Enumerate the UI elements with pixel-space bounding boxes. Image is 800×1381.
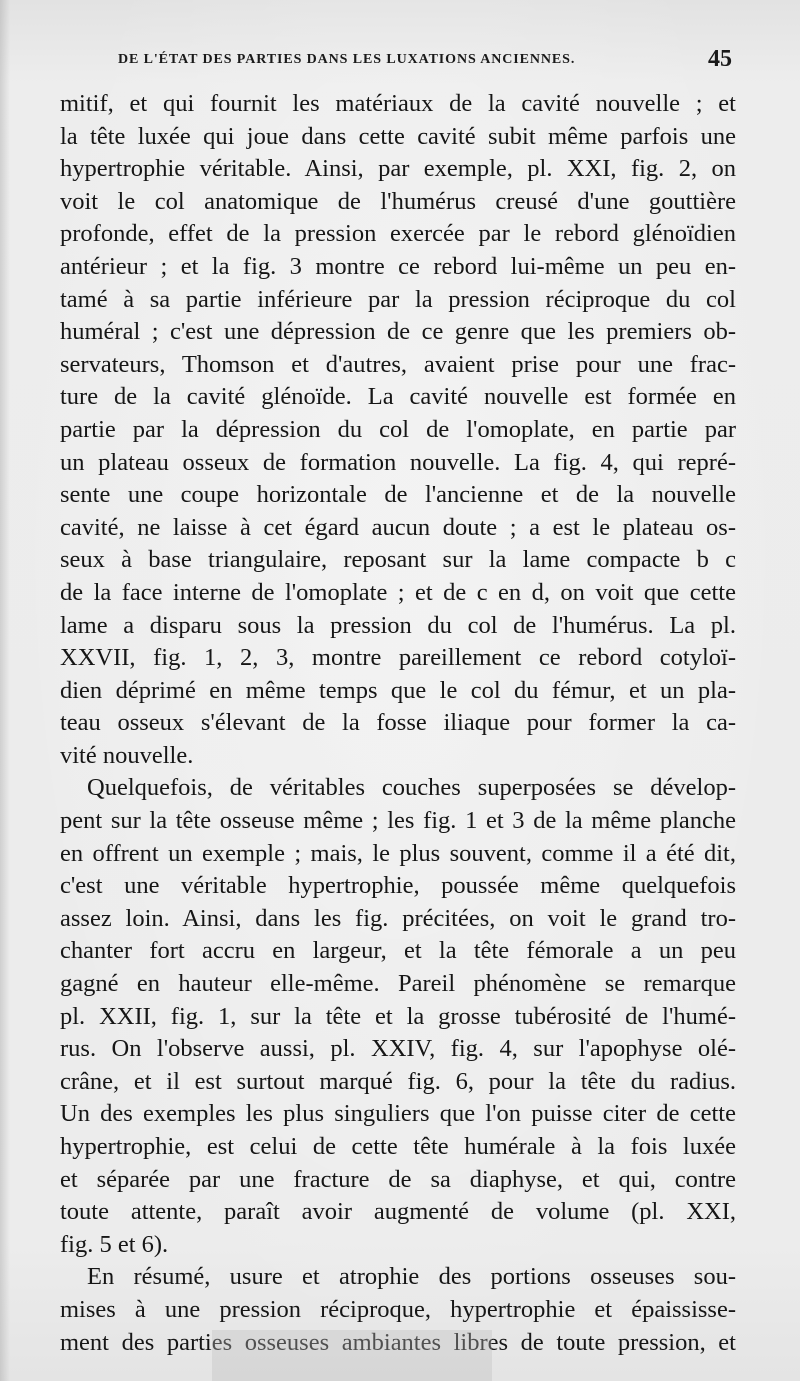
page-number: 45 [708,46,732,72]
text-line: antérieur ; et la fig. 3 montre ce rebord lui-même un peu en- [60,252,736,280]
text-line: la tête luxée qui joue dans cette cavité subit même parfois une [60,122,736,150]
text-line: et séparée par une fracture de sa diaphyse, et qui, contre [60,1165,736,1193]
paragraph-first-line: En résumé, usure et atrophie des portions osseuses sou- [87,1263,736,1291]
text-line: assez loin. Ainsi, dans les fig. précitées, on voit le grand tro- [60,904,736,932]
text-line: pl. XXII, fig. 1, sur la tête et la grosse tubérosité de l'humé- [60,1002,736,1030]
text-line: hypertrophie, est celui de cette tête humérale à la fois luxée [60,1133,736,1160]
text-line: tamé à sa partie inférieure par la pression réciproque du col [60,285,736,313]
text-line: mises à une pression réciproque, hypertrophie et épaississe- [60,1295,736,1323]
text-line: huméral ; c'est une dépression de ce genre que les premiers ob- [60,318,736,346]
text-line: cavité, ne laisse à cet égard aucun doute ; a est le plateau os- [60,513,736,541]
text-line: un plateau osseux de formation nouvelle. La fig. 4, qui repré- [60,448,736,476]
running-title: DE L'ÉTAT DES PARTIES DANS LES LUXATIONS ANCIENNES. [118,52,576,67]
text-line: partie par la dépression du col de l'omoplate, en partie par [60,415,736,443]
text-line: mitif, et qui fournit les matériaux de la cavité nouvelle ; et [60,90,736,117]
body-text [60,88,736,1359]
text-line: gagné en hauteur elle-même. Pareil phénomène se remarque [60,970,736,998]
text-line: toute attente, paraît avoir augmenté de volume (pl. XXI, [60,1198,736,1226]
page-edge-shadow [0,0,10,1381]
text-line: rus. On l'observe aussi, pl. XXIV, fig. 4, sur l'apophyse olé- [60,1035,736,1063]
scan-smudge [212,1330,492,1381]
text-line: pent sur la tête osseuse même ; les fig. 1 et 3 de la même planche [60,807,736,835]
text-line: chanter fort accru en largeur, et la tête fémorale a un peu [60,937,736,965]
text-line: servateurs, Thomson et d'autres, avaient prise pour une frac- [60,350,736,378]
text-line: de la face interne de l'omoplate ; et de c en d, on voit que cette [60,578,736,606]
text-line: Un des exemples les plus singuliers que l'on puisse citer de cette [60,1100,736,1128]
text-line: sente une coupe horizontale de l'ancienne et de la nouvelle [60,481,736,509]
text-line: seux à base triangulaire, reposant sur la lame compacte b c [60,546,736,574]
text-line: vité nouvelle. [60,741,194,769]
text-line: teau osseux s'élevant de la fosse iliaque pour former la ca- [60,709,736,737]
running-head [118,46,738,76]
text-line: ment des parties osseuses ambiantes libres de toute pression, et [60,1328,736,1356]
text-line: en offrent un exemple ; mais, le plus souvent, comme il a été dit, [60,839,736,867]
text-line: XXVII, fig. 1, 2, 3, montre pareillement ce rebord cotyloï- [60,644,736,672]
text-line: fig. 5 et 6). [60,1230,169,1258]
text-line: ture de la cavité glénoïde. La cavité nouvelle est formée en [60,383,736,411]
text-line: c'est une véritable hypertrophie, poussée même quelquefois [60,872,736,900]
text-line: hypertrophie véritable. Ainsi, par exemple, pl. XXI, fig. 2, on [60,155,736,183]
text-line: dien déprimé en même temps que le col du fémur, et un pla- [60,676,736,704]
text-line: profonde, effet de la pression exercée par le rebord glénoïdien [60,220,736,248]
text-line: crâne, et il est surtout marqué fig. 6, pour la tête du radius. [60,1067,736,1095]
paragraph-first-line: Quelquefois, de véritables couches superposées se dévelop- [87,774,736,802]
text-line: lame a disparu sous la pression du col de l'humérus. La pl. [60,611,736,639]
text-line: voit le col anatomique de l'humérus creusé d'une gouttière [60,187,736,215]
